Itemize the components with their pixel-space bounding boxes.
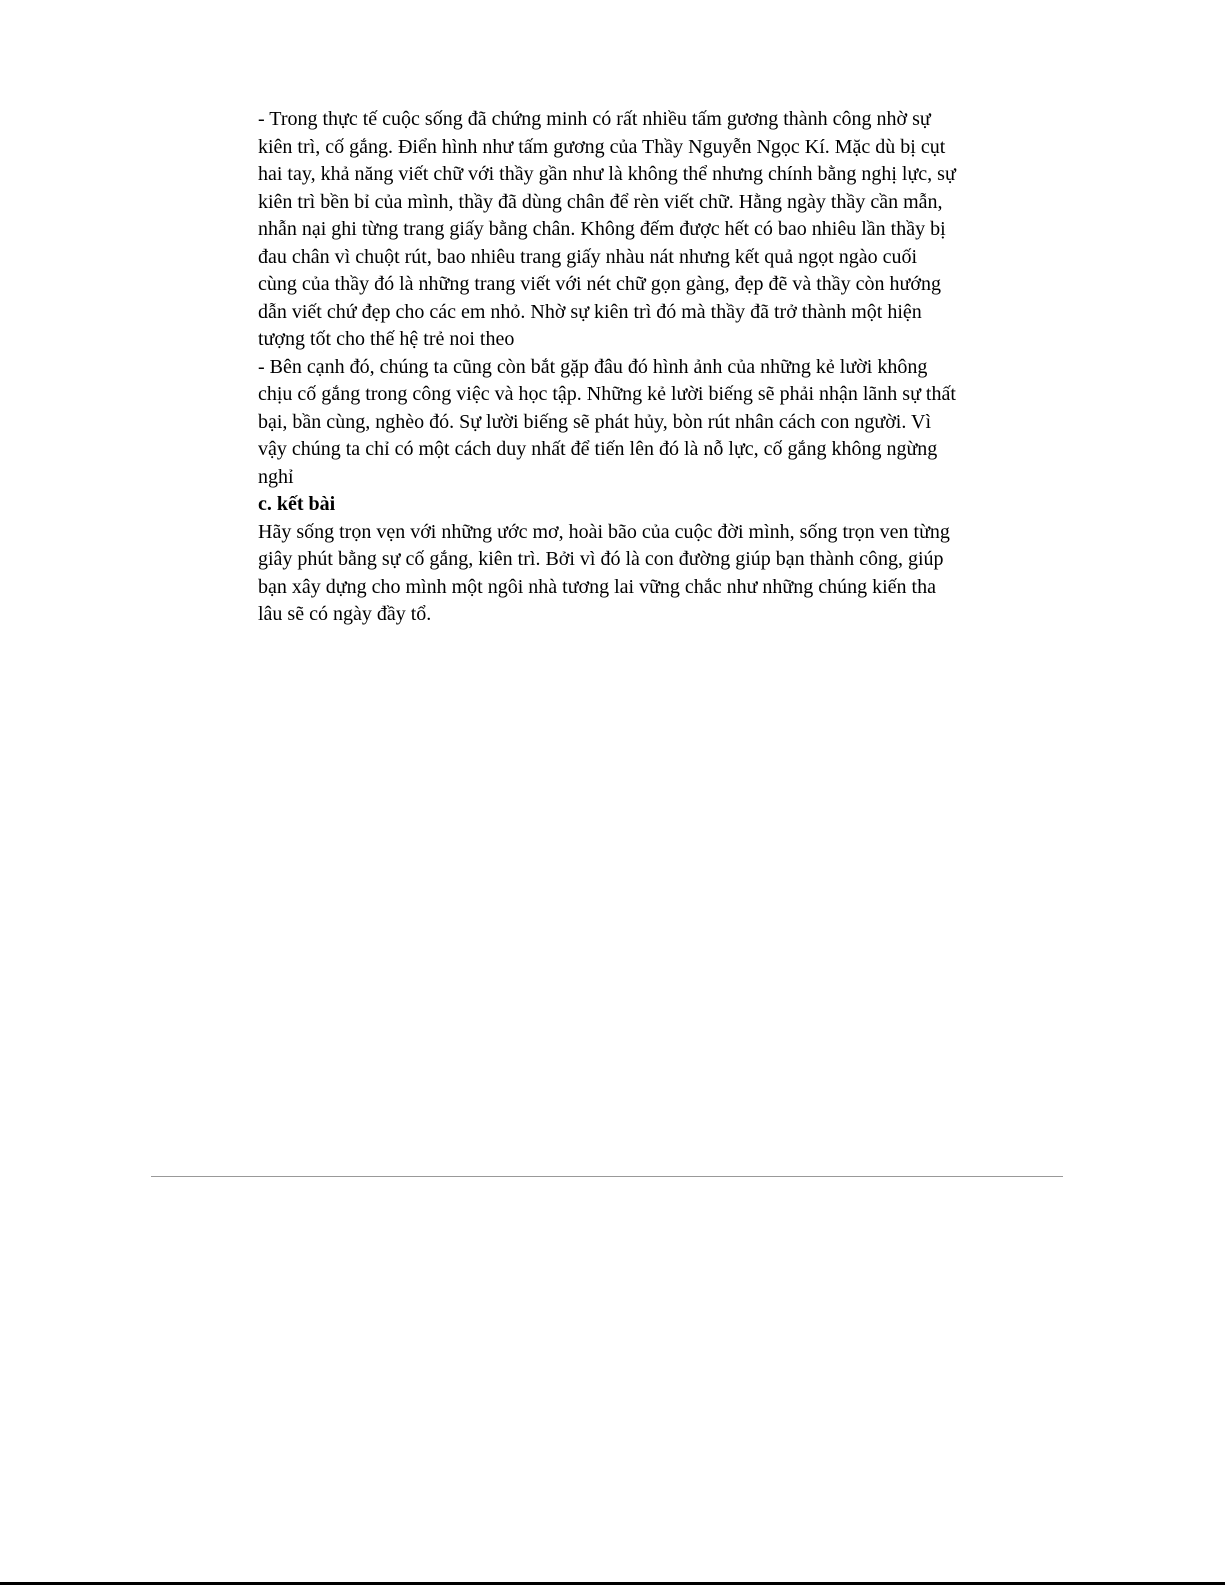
body-paragraph: Hãy sống trọn vẹn với những ước mơ, hoài bão của cuộc đời mình, sống trọn ven từng giây phút bằng sự cố gắng, kiên trì. Bởi vì đó là con đường giúp bạn thành công, giúp bạn xây dựng cho mình một ngôi nhà tương lai vững chắc như những chúng kiến tha lâu sẽ có ngày đầy tổ. — [258, 520, 950, 625]
section-heading: c. kết bài — [258, 493, 336, 515]
page-divider — [151, 1176, 1063, 1177]
body-paragraph: - Bên cạnh đó, chúng ta cũng còn bắt gặp đâu đó hình ảnh của những kẻ lười không chịu cố gắng trong công việc và học tập. Những kẻ lười biếng sẽ phải nhận lãnh sự thất bại, bần cùng, nghèo đó. Sự lười biếng sẽ phát hủy, bòn rút nhân cách con người. Vì vậy chúng ta chỉ có một cách duy nhất để tiến lên đó là nỗ lực, cố gắng không ngừng nghỉ — [258, 355, 956, 488]
document-body — [258, 106, 958, 629]
body-paragraph: - Trong thực tế cuộc sống đã chứng minh có rất nhiều tấm gương thành công nhờ sự kiên trì, cố gắng. Điển hình như tấm gương của Thầy Nguyễn Ngọc Kí. Mặc dù bị cụt hai tay, khả năng viết chữ với thầy gần như là không thể nhưng chính bằng nghị lực, sự kiên trì bền bỉ của mình, thầy đã dùng chân để rèn viết chữ. Hằng ngày thầy cần mẫn, nhẫn nại ghi từng trang giấy bằng chân. Không đếm được hết có bao nhiêu lần thầy bị đau chân vì chuột rút, bao nhiêu trang giấy nhàu nát nhưng kết quả ngọt ngào cuối cùng của thầy đó là những trang viết với nét chữ gọn gàng, đẹp đẽ và thầy còn hướng dẫn viết chứ đẹp cho các em nhỏ. Nhờ sự kiên trì đó mà thầy đã trở thành một hiện tượng tốt cho thế hệ trẻ noi theo — [258, 108, 956, 350]
